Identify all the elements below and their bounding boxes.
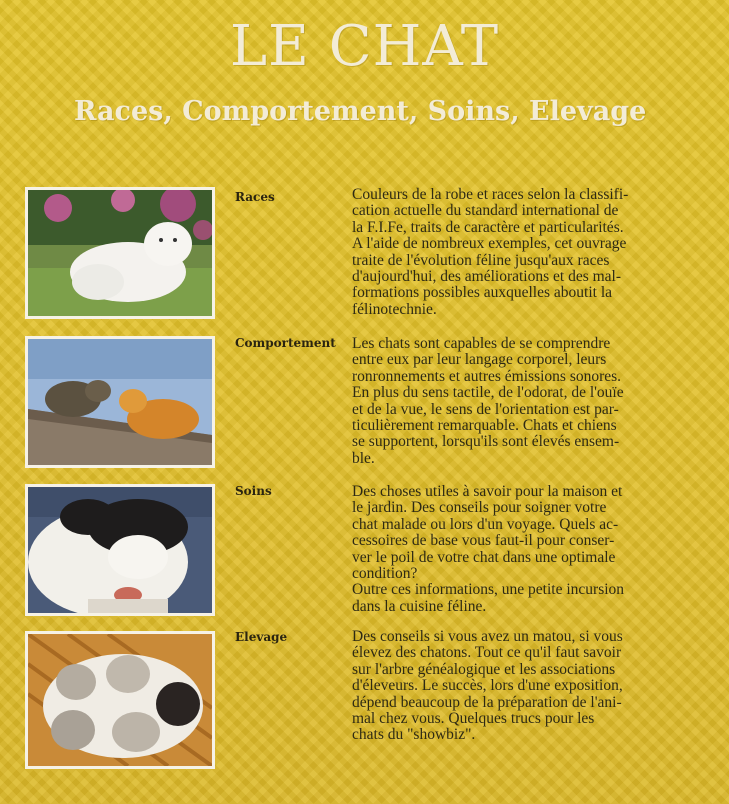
section-text: Des conseils si vous avez un matou, si vous élevez des chatons. Tout ce qu'il faut savoir sur l'arbre généalogique et les associations d'éleveurs. Le succès, lors d'une exposition, dépend beaucoup de la préparation de l'ani- mal chez vous. Quelques trucs pour les chats du "showbiz". [352, 628, 623, 744]
section-text: Des choses utiles à savoir pour la maison et le jardin. Des conseils pour soigner votre chat malade ou lors d'un voyage. Quels ac- cessoires de base vous faut-il pour conser- ver le poil de votre chat dans une optimale condition? Outre ces informations, une petite incursion dans la cuisine féline. [352, 483, 625, 615]
section-label: Comportement [235, 336, 336, 350]
two-cats-on-roof-photo [25, 336, 215, 468]
section-label: Races [235, 190, 275, 204]
section-label: Elevage [235, 630, 288, 644]
black-white-cat-drinking-photo [25, 484, 215, 616]
section-text: Les chats sont capables de se comprendre entre eux par leur langage corporel, leurs ronronnements et autres émissions sonores. En plus du sens tactile, de l'odorat, de l'ouïe et de la vue, le sens de l'orientation est par- ticulièrement remarquable. Chats et chiens se supportent, lorsqu'ils sont élevés ensem- ble. [352, 335, 624, 467]
white-persian-cat-photo [25, 187, 215, 319]
section-label: Soins [235, 484, 272, 498]
page-subtitle: Races, Comportement, Soins, Elevage [74, 96, 647, 127]
kittens-in-basket-photo [25, 631, 215, 769]
section-text: Couleurs de la robe et races selon la classifi- cation actuelle du standard international de la F.I.Fe, traits de caractère et particularités. A l'aide de nombreux exemples, cet ouvrage traite de l'évolution féline jusqu'aux races d'aujourd'hui, des améliorations et des mal- formations possibles auxquelles aboutit la félinotechnie. [352, 186, 629, 318]
page-title: LE CHAT [229, 14, 500, 79]
